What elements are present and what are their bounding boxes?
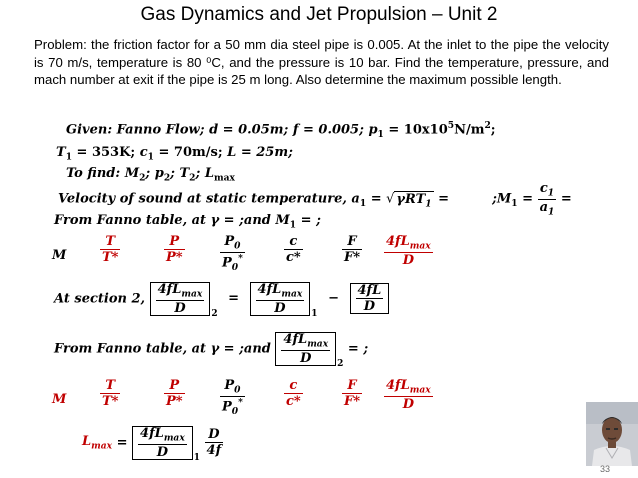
pressure-ratio-header-2: $\frac{P}{P*}$	[166, 378, 183, 409]
max-length-equation: $L_{max}$ = $\frac{4fL_{max}}{D}$ 1 $\frac{D}{4f}$	[82, 426, 222, 464]
temperature-ratio-header-2: $\frac{T}{T*}$	[102, 378, 119, 409]
fanno-table-line-1: From Fanno table, at γ = ;and $M_1$ = ;	[54, 213, 321, 231]
problem-statement: Problem: the friction factor for a 50 mm dia steel pipe is 0.005. At the inlet to the pipe the velocity is 70 m/s, temperature is 80 ⁰C, and the pressure is 10 bar. Find the temperature, pressure, and mach number at exit if the pipe is 25 m long. Also determine the maximum possible length.	[34, 37, 609, 87]
velocity-ratio-header-2: $\frac{c}{c*}$	[286, 378, 301, 409]
fanno-table-header-1	[0, 234, 638, 274]
impulse-ratio-header: $\frac{F}{F*}$	[344, 234, 361, 265]
to-find-line: To find: $M_2$; $p_2$; $T_2$; $L_{max}$	[66, 166, 235, 184]
stagnation-pressure-ratio-header-2: $\frac{P_0}{P_0^*}$	[222, 378, 243, 417]
mach-header: M	[52, 248, 67, 263]
velocity-ratio-header: $\frac{c}{c*}$	[286, 234, 301, 265]
pressure-ratio-header: $\frac{P}{P*}$	[166, 234, 183, 265]
sound-velocity-line: Velocity of sound at static temperature, $a_1$ = √ $\gamma RT_1 = ;M_1$ = $\frac{c_1}{a_1}$ =	[58, 181, 572, 218]
mach-header-2: M	[52, 392, 67, 407]
stagnation-pressure-ratio-header: $\frac{P_0}{P_0^*}$	[222, 234, 243, 273]
fanno-table-header-2	[0, 378, 638, 418]
impulse-ratio-header-2: $\frac{F}{F*}$	[344, 378, 361, 409]
page-number: 33	[600, 464, 611, 474]
friction-length-header-2: $4fL_{max}$ D	[386, 378, 431, 412]
presenter-photo	[586, 402, 638, 466]
inlet-conditions-line: $T_1 = 353K$; $c_1 = 70m/s$; L = 25m;	[56, 145, 293, 163]
fanno-table-line-2: From Fanno table, at γ = ;and $\frac{4fL_{max}}{D}$ 2 = ;	[54, 332, 369, 370]
temperature-ratio-header: $\frac{T}{T*}$	[102, 234, 119, 265]
slide-title: Gas Dynamics and Jet Propulsion – Unit 2	[140, 4, 498, 25]
section-2-equation: At section 2, $\frac{4fL_{max}}{D}$ 2 = $\frac{4fL_{max}}{D}$ 1 − $\frac{4fL}{D}$	[54, 282, 389, 319]
given-line: Given: Fanno Flow; d = 0.05m; f = 0.005; $p_1 = 10x10^5N/m^2$;	[66, 120, 496, 140]
friction-length-header: $4fL_{max}$ D	[386, 234, 431, 268]
lmax-symbol: $L_{max}$	[82, 434, 113, 452]
